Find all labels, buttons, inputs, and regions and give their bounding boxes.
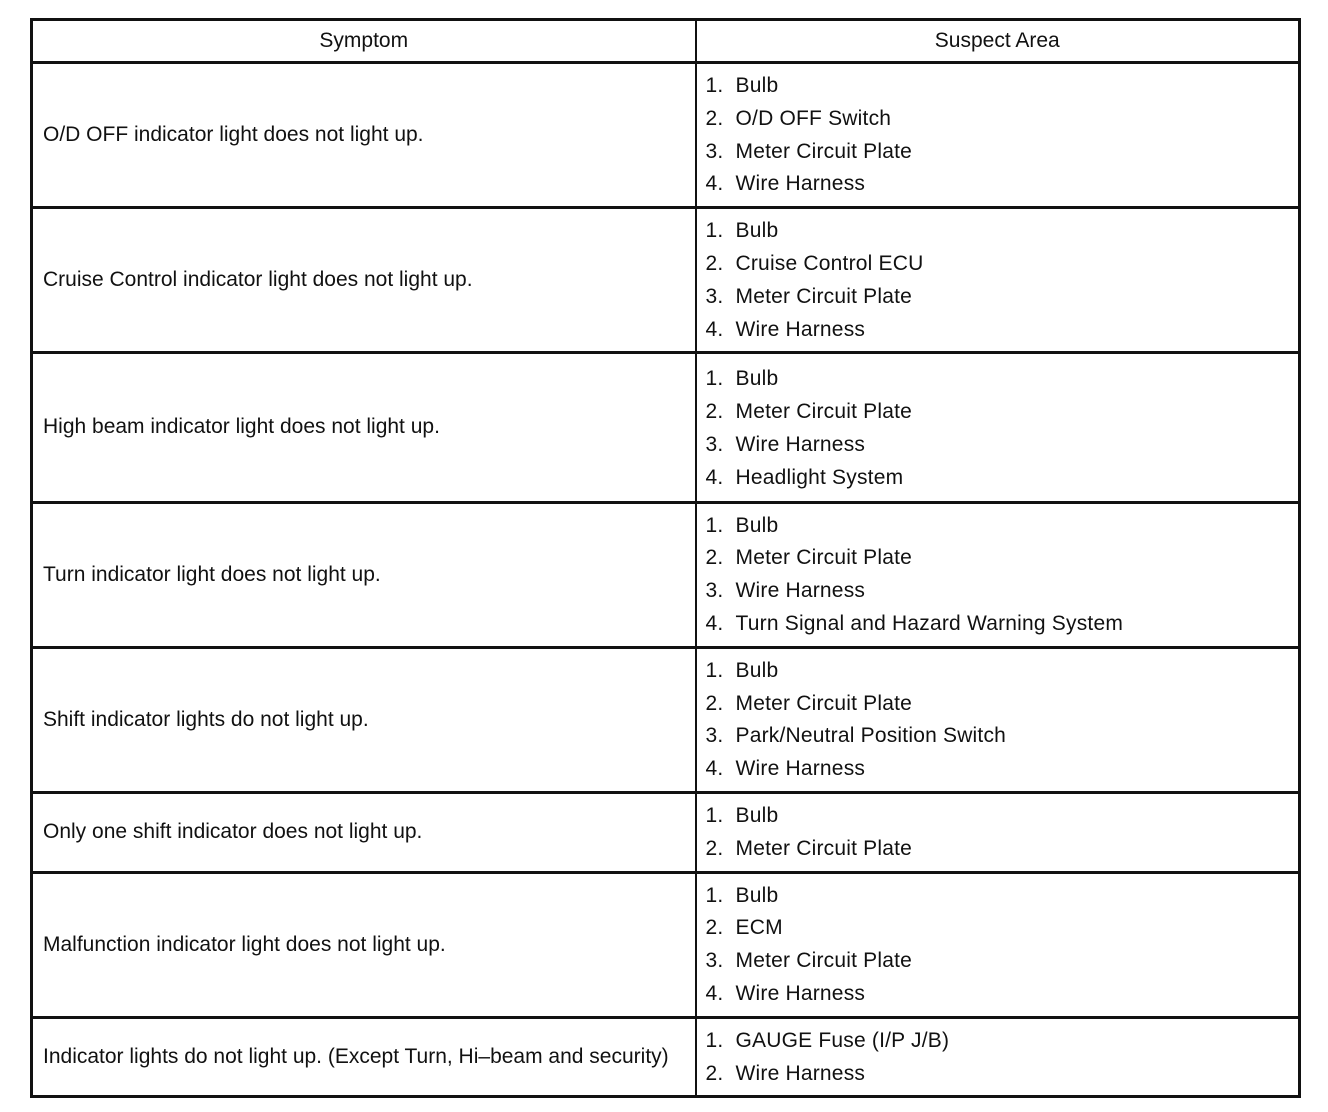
symptom-suspect-table <box>30 18 1301 1098</box>
table-body <box>32 63 1300 1097</box>
table-row <box>32 63 1300 208</box>
suspect-item <box>706 608 1299 641</box>
suspect-item <box>706 70 1299 103</box>
table-row <box>32 502 1300 647</box>
suspect-item-number: 4. <box>705 611 724 635</box>
suspect-item <box>706 248 1299 281</box>
suspect-item-label: Wire Harness <box>735 432 866 456</box>
suspect-item-number: 3. <box>705 579 724 603</box>
suspect-area-cell <box>696 208 1300 353</box>
suspect-item <box>706 314 1299 347</box>
table-row <box>32 208 1300 353</box>
suspect-area-cell <box>696 502 1300 647</box>
suspect-list <box>706 874 1299 1016</box>
suspect-item <box>706 978 1299 1011</box>
suspect-item-number: 1. <box>705 1028 724 1052</box>
suspect-item <box>706 655 1299 688</box>
suspect-item <box>706 103 1299 136</box>
suspect-item <box>706 1058 1299 1091</box>
table-row <box>32 792 1300 872</box>
suspect-list <box>706 64 1299 206</box>
symptom-cell: Cruise Control indicator light does not light up. <box>32 208 696 353</box>
suspect-item <box>706 281 1299 314</box>
suspect-item-number: 1. <box>705 219 724 243</box>
suspect-item <box>706 396 1299 429</box>
suspect-item <box>706 462 1299 495</box>
table-row <box>32 872 1300 1017</box>
suspect-item <box>706 136 1299 169</box>
suspect-list <box>706 354 1299 500</box>
suspect-item-number: 4. <box>705 317 724 341</box>
suspect-area-cell <box>696 872 1300 1017</box>
suspect-item-label: Bulb <box>735 513 779 537</box>
suspect-item-number: 4. <box>705 172 724 196</box>
table-row <box>32 1017 1300 1097</box>
suspect-item-label: Meter Circuit Plate <box>735 400 913 424</box>
suspect-list <box>706 1019 1299 1096</box>
suspect-item <box>706 429 1299 462</box>
symptom-cell: Malfunction indicator light does not light up. <box>32 872 696 1017</box>
symptom-cell: Indicator lights do not light up. (Except Turn, Hi–beam and security) <box>32 1017 696 1097</box>
suspect-item-number: 1. <box>705 513 724 537</box>
suspect-item-number: 3. <box>705 724 724 748</box>
suspect-item-label: Meter Circuit Plate <box>735 949 913 973</box>
suspect-item-label: Meter Circuit Plate <box>735 284 913 308</box>
suspect-item-label: Bulb <box>735 883 779 907</box>
suspect-item-label: Meter Circuit Plate <box>735 836 913 860</box>
suspect-item-number: 1. <box>705 658 724 682</box>
suspect-item-label: Meter Circuit Plate <box>735 546 913 570</box>
suspect-item <box>706 753 1299 786</box>
suspect-area-cell <box>696 792 1300 872</box>
suspect-item <box>706 575 1299 608</box>
suspect-item-number: 2. <box>705 106 724 130</box>
suspect-item-label: Wire Harness <box>735 757 866 781</box>
suspect-item-label: Turn Signal and Hazard Warning System <box>735 611 1124 635</box>
suspect-item-number: 2. <box>705 400 724 424</box>
symptom-cell: Only one shift indicator does not light up. <box>32 792 696 872</box>
suspect-item-number: 1. <box>705 803 724 827</box>
suspect-list <box>706 649 1299 791</box>
suspect-item-number: 3. <box>705 284 724 308</box>
suspect-item-number: 2. <box>705 546 724 570</box>
suspect-item-number: 2. <box>705 691 724 715</box>
suspect-item-label: Headlight System <box>735 465 904 489</box>
suspect-item-number: 2. <box>705 251 724 275</box>
table-row <box>32 353 1300 502</box>
suspect-item-label: Park/Neutral Position Switch <box>735 724 1007 748</box>
symptom-cell: High beam indicator light does not light up. <box>32 353 696 502</box>
suspect-item-number: 2. <box>705 1061 724 1085</box>
suspect-list <box>706 794 1299 871</box>
suspect-item-label: Bulb <box>735 803 779 827</box>
suspect-item-number: 4. <box>705 757 724 781</box>
suspect-item-label: GAUGE Fuse (I/P J/B) <box>735 1028 950 1052</box>
header-suspect-area: Suspect Area <box>696 20 1300 63</box>
symptom-cell: Shift indicator lights do not light up. <box>32 647 696 792</box>
suspect-item-number: 1. <box>705 74 724 97</box>
suspect-item-label: Wire Harness <box>735 172 866 196</box>
suspect-item <box>706 880 1299 913</box>
suspect-item <box>706 510 1299 543</box>
suspect-area-cell <box>696 647 1300 792</box>
suspect-item-label: Wire Harness <box>735 317 866 341</box>
symptom-cell: O/D OFF indicator light does not light up. <box>32 63 696 208</box>
suspect-item <box>706 168 1299 201</box>
suspect-item-number: 3. <box>705 949 724 973</box>
suspect-item-label: Bulb <box>735 219 779 243</box>
suspect-item-number: 3. <box>705 139 724 163</box>
suspect-item-number: 2. <box>705 836 724 860</box>
symptom-cell: Turn indicator light does not light up. <box>32 502 696 647</box>
suspect-item-number: 4. <box>705 981 724 1005</box>
header-row <box>32 20 1300 63</box>
suspect-area-cell <box>696 63 1300 208</box>
suspect-item <box>706 833 1299 866</box>
suspect-item <box>706 688 1299 721</box>
suspect-item-label: Bulb <box>735 367 779 391</box>
suspect-item-number: 1. <box>705 883 724 907</box>
suspect-item-number: 4. <box>705 465 724 489</box>
suspect-list <box>706 209 1299 351</box>
suspect-item <box>706 945 1299 978</box>
suspect-item-label: O/D OFF Switch <box>735 106 892 130</box>
suspect-area-cell <box>696 1017 1300 1097</box>
suspect-item <box>706 363 1299 396</box>
suspect-item-label: ECM <box>735 916 783 940</box>
suspect-item-label: Wire Harness <box>735 1061 866 1085</box>
suspect-item-label: Meter Circuit Plate <box>735 139 913 163</box>
suspect-item-number: 2. <box>705 916 724 940</box>
suspect-area-cell <box>696 353 1300 502</box>
suspect-item-label: Wire Harness <box>735 579 866 603</box>
suspect-item-number: 3. <box>705 432 724 456</box>
suspect-item <box>706 542 1299 575</box>
suspect-item-label: Meter Circuit Plate <box>735 691 913 715</box>
suspect-item <box>706 720 1299 753</box>
suspect-item <box>706 800 1299 833</box>
suspect-item <box>706 912 1299 945</box>
suspect-item <box>706 215 1299 248</box>
suspect-item-label: Wire Harness <box>735 981 866 1005</box>
header-symptom: Symptom <box>32 20 696 63</box>
suspect-item <box>706 1025 1299 1058</box>
suspect-item-label: Bulb <box>735 658 779 682</box>
suspect-list <box>706 504 1299 646</box>
suspect-item-label: Cruise Control ECU <box>735 251 924 275</box>
suspect-item-label: Bulb <box>735 74 779 97</box>
suspect-item-number: 1. <box>705 367 724 391</box>
table-row <box>32 647 1300 792</box>
